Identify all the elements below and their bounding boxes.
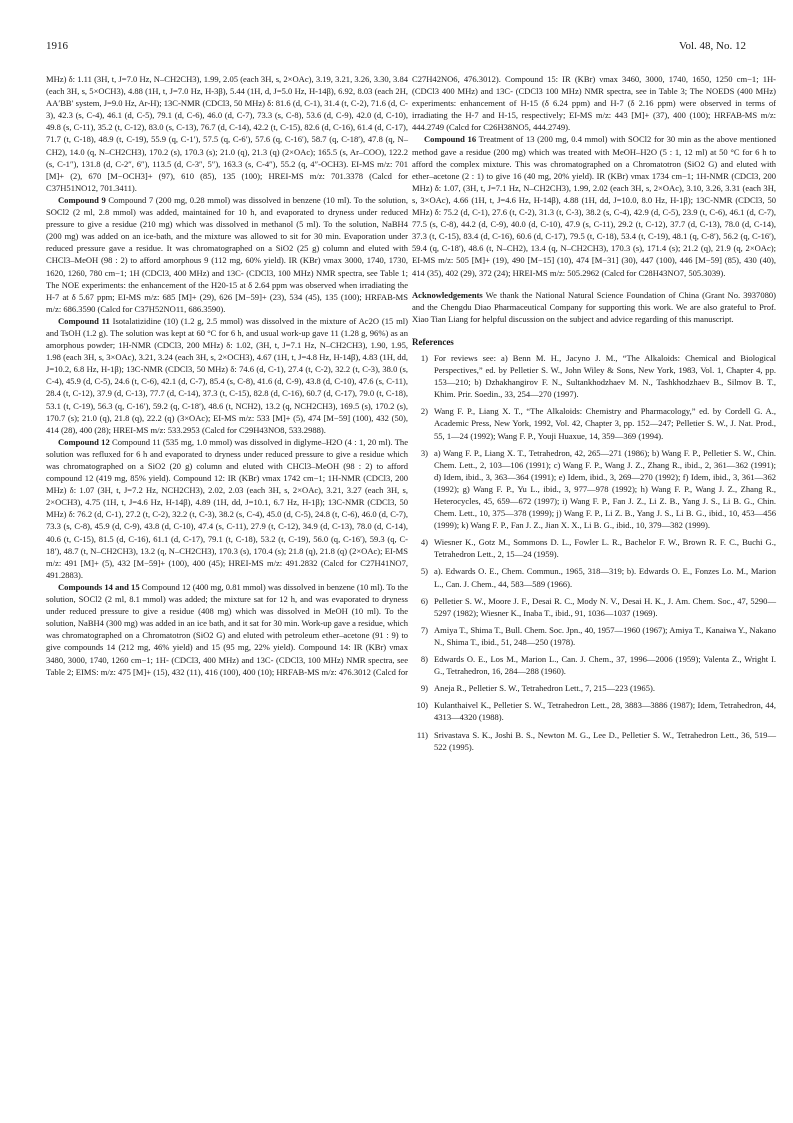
reference-item: [412, 565, 776, 589]
reference-number: 11): [416, 729, 428, 740]
acknowledgements-heading: Acknowledgements: [412, 289, 483, 300]
compound-heading: Compounds 14 and 15: [58, 581, 140, 592]
paragraph: [46, 581, 408, 678]
compound-heading: Compound 16: [424, 134, 477, 145]
reference-item: [412, 536, 776, 560]
reference-text: Pelletier S. W., Moore J. F., Desai R. C., Mody N. V., Desai H. K., J. Am. Chem. Soc., 47, 5290—5297 (1982); Wiesner K., Inaba T., ibid., 91, 1036—1037 (1969).: [434, 595, 776, 618]
reference-number: 1): [420, 352, 428, 363]
paragraph-text: C27H42NO6, 476.3012). Compound 15: IR (KBr) νmax 3460, 3000, 1740, 1650, 1250 cm−1; 1H- (CDCl3 400 MHz) and 13C- (CDCl3 100 MHz) NMR spectra, see in Table 3; The NOEDS (400 MHz) experiments: enhancement of H-15 (δ 6.24 ppm) and H-7 (δ 2.16 ppm) were observed in terms of irradiating the H-7 and H-15, respectively; EI-MS m/z: 443 [M]+ (37), 400 (100); HRFAB-MS m/z: 444.2749 (Calcd for C26H38NO5, 444.2749).: [412, 74, 776, 133]
reference-number: 7): [420, 624, 428, 635]
paragraph-text: Isotalatizidine (10) (1.2 g, 2.5 mmol) was dissolved in the mixture of Ac2O (15 ml) and TsOH (1.2 g). The solution was kept at 60 °C for 6 h, and usual work-up gave 11 (1.28 g, 96%) as an amorphous powder; 1H-NMR (CDCl3, 200 MHz) δ: 1.02, (3H, t, J=7.1 Hz, N–CH2CH3), 1.90, 1.95, 1.98 (each 3H, s, 3×OAc), 3.21, 3.24 (each 3H, s, 2×OCH3), 4.67 (1H, t, J=4.8 Hz, H-14β), 4.83 (1H, dd, J=10.2, 6.8 Hz, H-1β); 13C-NMR (CDCl3, 50 MHz) δ: 74.6 (d, C-1), 27.4 (t, C-2), 32.2 (t, C-3), 38.0 (s, C-4), 45.9 (d, C-5), 24.6 (t, C-6), 42.1 (d, C-7), 85.4 (s, C-8), 41.6 (d, C-9), 43.8 (d, C-10), 47.6 (s, C-11), 28.4 (t, C-12), 37.9 (d, C-13), 77.7 (d, C-14), 37.3 (t, C-15), 82.8 (d, C-16), 60.7 (d, C-17), 79.0 (t, C-18), 53.1 (t, C-19), 56.3 (q, C-16′), 59.2 (q, C-18′), 48.6 (t, NCH2), 13.2 (q, NCH2CH3), 169.5 (s), 170.2 (s), 170.7 (s); 21.0 (q), 21.8 (q), 22.2 (q) (3×OAc); EI-MS m/z: 533 [M]+ (5), 474 [M−59] (100), 432 (50), 414 (28), 400 (28); HREI-MS m/z: 533.2953 (Calcd for C29H43NO8, 533.2988).: [46, 315, 408, 435]
reference-number: 4): [420, 537, 428, 548]
reference-text: Wiesner K., Gotz M., Sommons D. L., Fowler L. R., Bachelor F. W., Brown R. F. C., Buchi G., Tetrahedron Lett., 2, 15—24 (1959).: [434, 537, 776, 560]
acknowledgements-text: We thank the National Natural Science Foundation of China (Grant No. 3937080) and the Chengdu Diao Pharmaceutical Company for supporting this work. We are also grateful to Prof. Xiao Tian Liang for helpful discussion on the subject and advice regarding of this manuscript.: [412, 289, 776, 324]
reference-item: [412, 624, 776, 648]
reference-text: Aneja R., Pelletier S. W., Tetrahedron Lett., 7, 215—223 (1965).: [434, 683, 655, 694]
reference-text: Edwards O. E., Los M., Marion L., Can. J. Chem., 37, 1996—2006 (1959); Valenta Z., Wright I. G., Tetrahedron, 16, 284—288 (1960).: [434, 654, 776, 677]
reference-number: 5): [420, 566, 428, 577]
reference-item: [412, 447, 776, 532]
reference-text: Srivastava S. K., Joshi B. S., Newton M. G., Lee D., Pelletier S. W., Tetrahedron Lett., 36, 519—522 (1995).: [434, 729, 776, 752]
reference-text: Kulanthaivel K., Pelletier S. W., Tetrahedron Lett., 28, 3883—3886 (1987); Idem, Tetrahedron, 44, 4313—4320 (1988).: [434, 700, 776, 723]
reference-number: 9): [420, 683, 428, 694]
reference-item: [412, 699, 776, 723]
references-heading: References: [412, 336, 454, 347]
acknowledgements: [412, 289, 776, 325]
paragraph-text: MHz) δ: 1.11 (3H, t, J=7.0 Hz, N–CH2CH3), 1.99, 2.05 (each 3H, s, 2×OAc), 3.19, 3.21, 3.26, 3.30, 3.84 (each 3H, s, 5×OCH3), 4.88 (1H, t, J=7.0 Hz, H-3β), 5.44 (1H, d, J=5.0 Hz, H-14β), 6.92, 8.03 (each 2H, AA′BB′ system, J=9.0 Hz, Ar-H); 13C-NMR (CDCl3, 50 MHz) δ: 81.6 (d, C-1), 31.4 (t, C-2), 71.6 (d, C-3), 42.3 (s, C-4), 46.1 (d, C-5), 79.1 (d, C-6), 46.0 (d, C-7), 73.3 (s, C-8), 53.6 (d, C-9), 42.0 (d, C-10), 49.8 (s, C-11), 35.2 (t, C-12), 83.0 (s, C-13), 76.7 (d, C-14), 42.2 (t, C-15), 82.6 (d, C-16), 61.4 (d, C-17), 71.7 (t, C-18), 48.9 (t, C-19), 55.9 (q, C-1′), 57.5 (q, C-6′), 57.6 (q, C-16′), 58.7 (q, C-18′), 47.8 (q, N–CH2), 14.0 (q, N–CH2CH3), 170.2 (s), 170.3 (s); 21.0 (q), 21.3 (q) (2×OAc); 165.5 (s, Ar–COO), 122.2 (s, C-1″), 131.8 (d, C-2″, 6″), 113.5 (d, C-3″, 5″), 163.3 (s, C-4″), 55.2 (q, 4″-OCH3). EI-MS m/z: 701 [M]+ (2), 670 [M−OCH3]+ (97), 610 (85), 135 (100); HREI-MS m/z: 701.3378 (Calcd for C37H51NO12, 701.3411).: [46, 74, 408, 193]
reference-item: [412, 729, 776, 753]
paragraph: [412, 73, 776, 133]
paragraph-text: Treatment of 13 (200 mg, 0.4 mmol) with SOCl2 for 30 min as the above mentioned method gave a residue (200 mg) which was treated with MeOH–H2O (5 : 1, 12 ml) at 50 °C for 6 h to afford the complex mixture. This was chromatographed on a Chromatotron (SiO2 G) and eluted with ether–acetone (2 : 1) to give 16 (40 mg, 20% yield). IR (KBr) νmax 1734 cm−1; 1H-NMR (CDCl3, 200 MHz) δ: 1.07, (3H, t, J=7.1 Hz, N–CH2CH3), 1.99, 2.02 (each 3H, s, 2×OAc), 3.10, 3.26, 3.31 (each 3H, s, 3×OAc), 4.66 (1H, t, J=4.6 Hz, H-14β), 4.88 (1H, dd, J=10.0, 8.0 Hz, H-1β); 13C-NMR (CDCl3, 50 MHz) δ: 75.2 (d, C-1), 27.6 (t, C-2), 31.3 (t, C-3), 38.2 (s, C-4), 42.9 (d, C-5), 23.9 (t, C-6), 46.1 (d, C-7), 77.5 (s, C-8), 44.2 (d, C-9), 40.0 (d, C-10), 47.9 (s, C-11), 29.2 (t, C-12), 37.7 (d, C-13), 78.0 (d, C-14), 37.3 (t, C-15), 83.4 (d, C-16), 60.6 (d, C-17), 79.5 (t, C-18), 53.4 (t, C-19), 48.1 (q, C-8′), 56.2 (q, C-16′), 59.4 (q, C-18′), 48.6 (t, N–CH2), 13.4 (q, N–CH2CH3), 170.3 (s), 171.4 (s); 21.2 (q), 21.9 (q, 2×OAc); EI-MS m/z: 505 [M]+ (19), 490 [M−15] (10), 474 [M−31] (30), 447 (100), 446 [M−59] (85), 430 (40), 414 (35), 402 (29), 372 (24); HREI-MS m/z: 505.2962 (Calcd for C28H43NO7, 505.3039).: [412, 134, 776, 278]
paragraph-text: Compound 11 (535 mg, 1.0 mmol) was dissolved in diglyme–H2O (4 : 1, 20 ml). The solution was refluxed for 6 h and evaporated to dryness under reduced pressure to give a residue which was chromatographed on a SiO2 (20 g) column and eluted with CHCl3–MeOH (98 : 2) to afford compound 12 (419 mg, 85% yield). Compound 12: IR (KBr) νmax 1742 cm−1; 1H-NMR (CDCl3, 200 MHz) δ: 1.07 (3H, t, J=7.2 Hz, NCH2CH3), 2.02, 2.03 (each 3H, s, 2×OAc), 3.21, 3.27 (each 3H, s, 2×OCH3), 4.75 (1H, t, J=4.6 Hz, H-14β), 4.89 (1H, dd, J=10.1, 6.7 Hz, H-1β); 13C-NMR (CDCl3, 50 MHz) δ: 76.2 (d, C-1), 27.2 (t, C-2), 32.2 (t, C-3), 38.2 (s, C-4), 45.0 (d, C-5), 24.8 (t, C-6), 46.0 (d, C-7), 73.3 (s, C-8), 45.9 (d, C-9), 43.8 (d, C-10), 47.4 (s, C-11), 27.9 (t, C-12), 34.9 (d, C-13), 78.0 (d, C-14), 40.6 (t, C-15), 81.5 (d, C-16), 61.1 (d, C-17), 79.1 (t, C-18), 53.2 (t, C-19), 56.0 (q, C-16′), 59.3 (q, C-18′), 48.7 (t, N–CH2CH3), 13.2 (q, N–CH2CH3), 170.3 (s), 170.4 (s); 21.8 (q), 21.8 (q) (2×OAc); EI-MS m/z: 491 [M]+ (5), 432 [M−59]+ (100), 400 (45); HREI-MS m/z: 491.2832 (Calcd for C27H41NO7, 491.2883).: [46, 436, 409, 580]
reference-number: 3): [420, 447, 428, 458]
left-column: [46, 73, 408, 678]
reference-text: Amiya T., Shima T., Bull. Chem. Soc. Jpn., 40, 1957—1960 (1967); Amiya T., Kanaiwa Y., Nakano N., Shima T., ibid., 51, 248—250 (1978).: [434, 624, 776, 647]
reference-number: 10): [416, 700, 428, 711]
reference-item: [412, 682, 776, 694]
reference-text: a). Edwards O. E., Chem. Commun., 1965, 318—319; b). Edwards O. E., Fonzes Lo. M., Marion L., Can. J. Chem., 44, 583—589 (1966).: [434, 566, 776, 589]
paragraph: [46, 315, 408, 436]
compound-heading: Compound 9: [58, 194, 106, 205]
page-number: 1916: [46, 40, 68, 52]
reference-text: a) Wang F. P., Liang X. T., Tetrahedron, 42, 265—271 (1986); b) Wang F. P., Pelletier S. W., Chin. Chem. Lett., 2, 103—106 (1991); c) Wang F. P., Wang J. Z., Zhang R., ibid., 2, 361—362 (1991); d) Idem, ibid., 3, 363—364 (1991); e) Idem, ibid., 3, 269—270 (1992); f) Idem, ibid., 3, 361—362 (1992); g) Wang F. P., Yu L., ibid., 3, 977—978 (1992); h) Wang F. P., Wang J. Z., Zhang R., Heterocycles, 45, 659—672 (1997); i) Wang F. P., Fan J. Z., Li Z. B., Yang J. S., Li B. G., Chin. Chem. Lett., 10, 375—378 (1999); j) Wang F. P., Li Z. B., Yang J. S., Li B. G., ibid., 10, 453—456 (1999); k) Wang F. P., Fan J. Z., Jian X. X., Li B. G., ibid., 10, 379—382 (1999).: [434, 447, 776, 531]
reference-number: 6): [420, 595, 428, 606]
reference-item: [412, 595, 776, 619]
reference-number: 8): [420, 654, 428, 665]
paragraph-text: Compound 12 (400 mg, 0.81 mmol) was dissolved in benzene (10 ml). To the solution, SOCl2 (2 ml, 8.1 mmol) was added; the mixture sat for 12 h, and was evaporated to dryness under reduced pressure to give a residue (408 mg) which was dissolved in MeOH (10 ml). To the solution, NaBH4 (300 mg) was added in an ice bath, and it sat for 30 min. Work-up gave a residue, which was chromatographed on a Chromatotron (SiO2 G) and eluted with petroleum ether–acetone (91 : 9) to give compounds 14 (212 mg, 46% yield) and 15 (95 mg, 22% yield). Compound 14: IR (KBr) νmax 3480, 3000, 1740, 1260 cm−1; 1H- (CDCl3, 400 MHz) and 13C- (CDCl3, 100 MHz) NMR spectra, see Table 2; EIMS: m/z: 475 [M]+ (15), 432 (11), 416 (100), 400 (10); HRFAB-MS m/z: 476.3012 (Calcd for: [46, 581, 408, 677]
reference-item: [412, 405, 776, 441]
reference-item: [412, 653, 776, 677]
compound-heading: Compound 11: [58, 315, 110, 326]
volume-issue: Vol. 48, No. 12: [678, 40, 746, 52]
reference-number: 2): [420, 406, 428, 417]
paragraph: [46, 436, 408, 581]
paragraph-text: Compound 7 (200 mg, 0.28 mmol) was dissolved in benzene (10 ml). To the solution, SOCl2 (2 ml, 2.8 mmol) was added, maintained for 10 h, and evaporated to dryness under reduced pressure to give a residue (210 mg) which was dissolved in methanol (5 ml). To the solution, NaBH4 (200 mg) was added on an ice-bath, and the mixture was allowed to sit for 30 min. Evaporation under reduced pressure gave a residue. It was chromatographed on a SiO2 (25 g) column and eluted with CHCl3–MeOH (98 : 2) to afford amorphous 9 (112 mg, 60% yield). IR (KBr) νmax 3000, 1740, 1730, 1620, 1260, 780 cm−1; 1H (CDCl3, 400 MHz) and 13C- (CDCl3, 100 MHz) NMR spectra, see Table 1; The NOE experiments: the enhancement of the H20-15 at δ 2.64 ppm was observed when irradiating the H-7 at δ 5.67 ppm; EI-MS m/z: 685 [M]+ (29), 626 [M−59]+ (23), 534 (45), 135 (100); HRFAB-MS m/z: 686.3590 (Calcd for C37H52NO11, 686.3590).: [46, 194, 408, 314]
reference-text: Wang F. P., Liang X. T., “The Alkaloids: Chemistry and Pharmacology,” ed. by Cordell G. A., Academic Press, New York, 1992, Vol. 42, Chapter 3, pp. 152—247; Pelletier S. W., J. Nat. Prod., 55, 1—24 (1992); Wang F. P., Youji Huaxue, 14, 359—369 (1994).: [434, 406, 776, 441]
compound-heading: Compound 12: [58, 436, 110, 447]
paragraph: [46, 194, 408, 315]
reference-item: [412, 352, 776, 400]
paragraph: [46, 73, 408, 194]
reference-list: [412, 352, 776, 753]
reference-text: For reviews see: a) Benn M. H., Jacyno J. M., “The Alkaloids: Chemical and Biological Perspectives,” ed. by Pelletier S. W., John Wiley & Sons, New York, 1983, Vol. 1, Chapter 4, pp. 153—210; b) Dzhakhangirov F. N., Sultankhodzhaev M. N., Tashkhodzhaev B., Silmov B. T., Khim. Prir. Soedin., 33, 254—270 (1997).: [434, 352, 776, 400]
paragraph: [412, 133, 776, 278]
right-column: [412, 73, 776, 758]
